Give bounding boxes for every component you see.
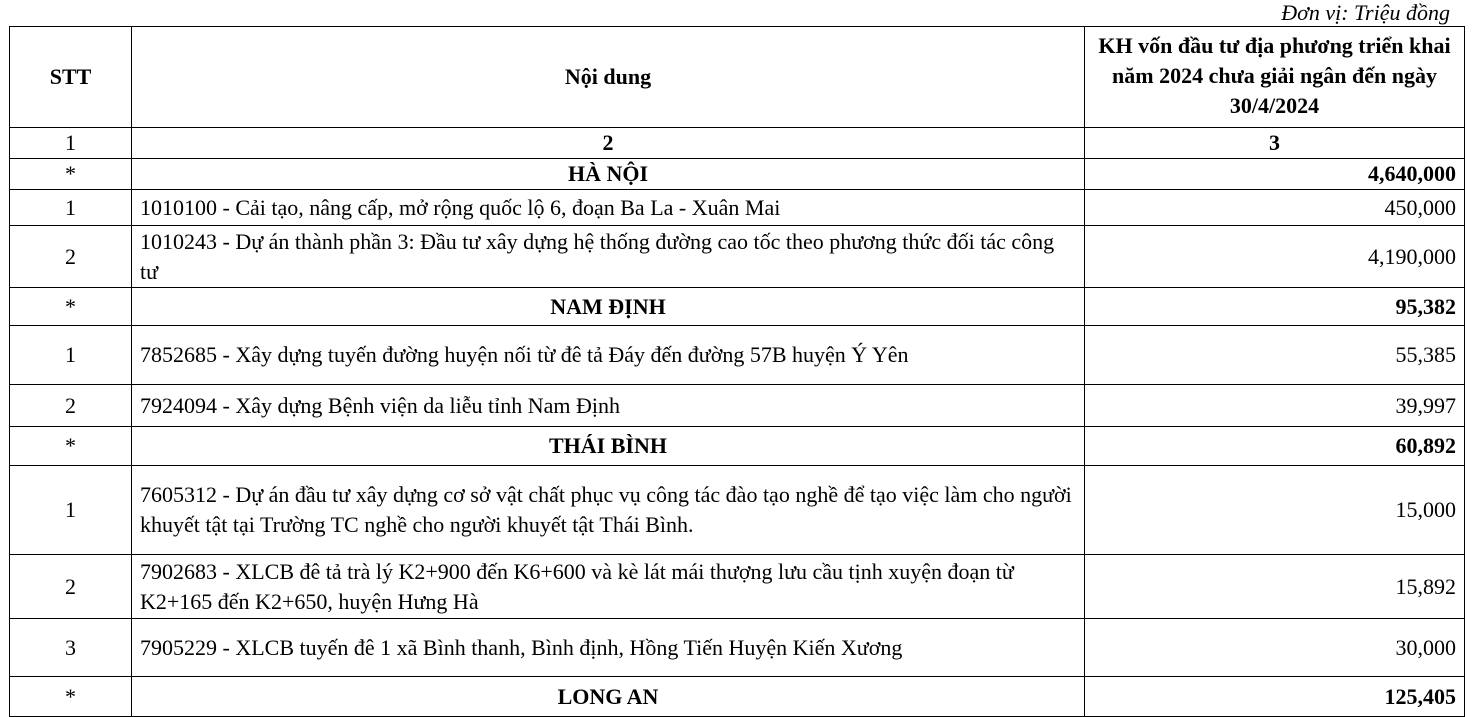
group-total: 95,382: [1085, 288, 1465, 326]
row-stt: 3: [10, 619, 132, 677]
group-total: 4,640,000: [1085, 159, 1465, 190]
table-row: [10, 466, 1465, 555]
row-stt: 2: [10, 555, 132, 619]
row-content: 7905229 - XLCB tuyến đê 1 xã Bình thanh, Bình định, Hồng Tiến Huyện Kiến Xương: [132, 619, 1085, 677]
group-marker: *: [10, 677, 132, 717]
row-value: 15,000: [1085, 466, 1465, 555]
group-total: 60,892: [1085, 427, 1465, 466]
group-row: [10, 288, 1465, 326]
row-content: 7852685 - Xây dựng tuyến đường huyện nối từ đê tả Đáy đến đường 57B huyện Ý Yên: [132, 326, 1085, 385]
row-value: 450,000: [1085, 190, 1465, 226]
group-name: THÁI BÌNH: [132, 427, 1085, 466]
table-row: [10, 326, 1465, 385]
header-stt: STT: [10, 27, 132, 128]
column-number-2: 2: [132, 128, 1085, 159]
group-marker: *: [10, 288, 132, 326]
header-content: Nội dung: [132, 27, 1085, 128]
group-name: HÀ NỘI: [132, 159, 1085, 190]
group-row: [10, 677, 1465, 717]
row-content: 1010243 - Dự án thành phần 3: Đầu tư xây dựng hệ thống đường cao tốc theo phương thức đối tác công tư: [132, 226, 1085, 288]
table-row: [10, 385, 1465, 427]
group-total: 125,405: [1085, 677, 1465, 717]
row-stt: 2: [10, 226, 132, 288]
group-row: [10, 159, 1465, 190]
row-content: 7902683 - XLCB đê tả trà lý K2+900 đến K6+600 và kè lát mái thượng lưu cầu tịnh xuyện đoạn từ K2+165 đến K2+650, huyện Hưng Hà: [132, 555, 1085, 619]
header-value: KH vốn đầu tư địa phương triển khai năm 2024 chưa giải ngân đến ngày 30/4/2024: [1085, 27, 1465, 128]
row-value: 15,892: [1085, 555, 1465, 619]
row-stt: 1: [10, 190, 132, 226]
row-value: 55,385: [1085, 326, 1465, 385]
column-number-row: [10, 128, 1465, 159]
row-content: 7605312 - Dự án đầu tư xây dựng cơ sở vật chất phục vụ công tác đào tạo nghề để tạo việc làm cho người khuyết tật tại Trường TC nghề cho người khuyết tật Thái Bình.: [132, 466, 1085, 555]
row-content: 7924094 - Xây dựng Bệnh viện da liễu tỉnh Nam Định: [132, 385, 1085, 427]
row-value: 39,997: [1085, 385, 1465, 427]
column-number-1: 1: [10, 128, 132, 159]
table-header-row: [10, 27, 1465, 128]
column-number-3: 3: [1085, 128, 1465, 159]
row-value: 30,000: [1085, 619, 1465, 677]
row-content: 1010100 - Cải tạo, nâng cấp, mở rộng quốc lộ 6, đoạn Ba La - Xuân Mai: [132, 190, 1085, 226]
group-marker: *: [10, 427, 132, 466]
group-row: [10, 427, 1465, 466]
unit-label: Đơn vị: Triệu đồng: [1281, 0, 1450, 25]
row-stt: 1: [10, 466, 132, 555]
group-marker: *: [10, 159, 132, 190]
group-name: NAM ĐỊNH: [132, 288, 1085, 326]
group-name: LONG AN: [132, 677, 1085, 717]
budget-table: [9, 26, 1465, 717]
table-row: [10, 190, 1465, 226]
table-row: [10, 555, 1465, 619]
table-row: [10, 226, 1465, 288]
table-row: [10, 619, 1465, 677]
row-stt: 1: [10, 326, 132, 385]
row-value: 4,190,000: [1085, 226, 1465, 288]
row-stt: 2: [10, 385, 132, 427]
